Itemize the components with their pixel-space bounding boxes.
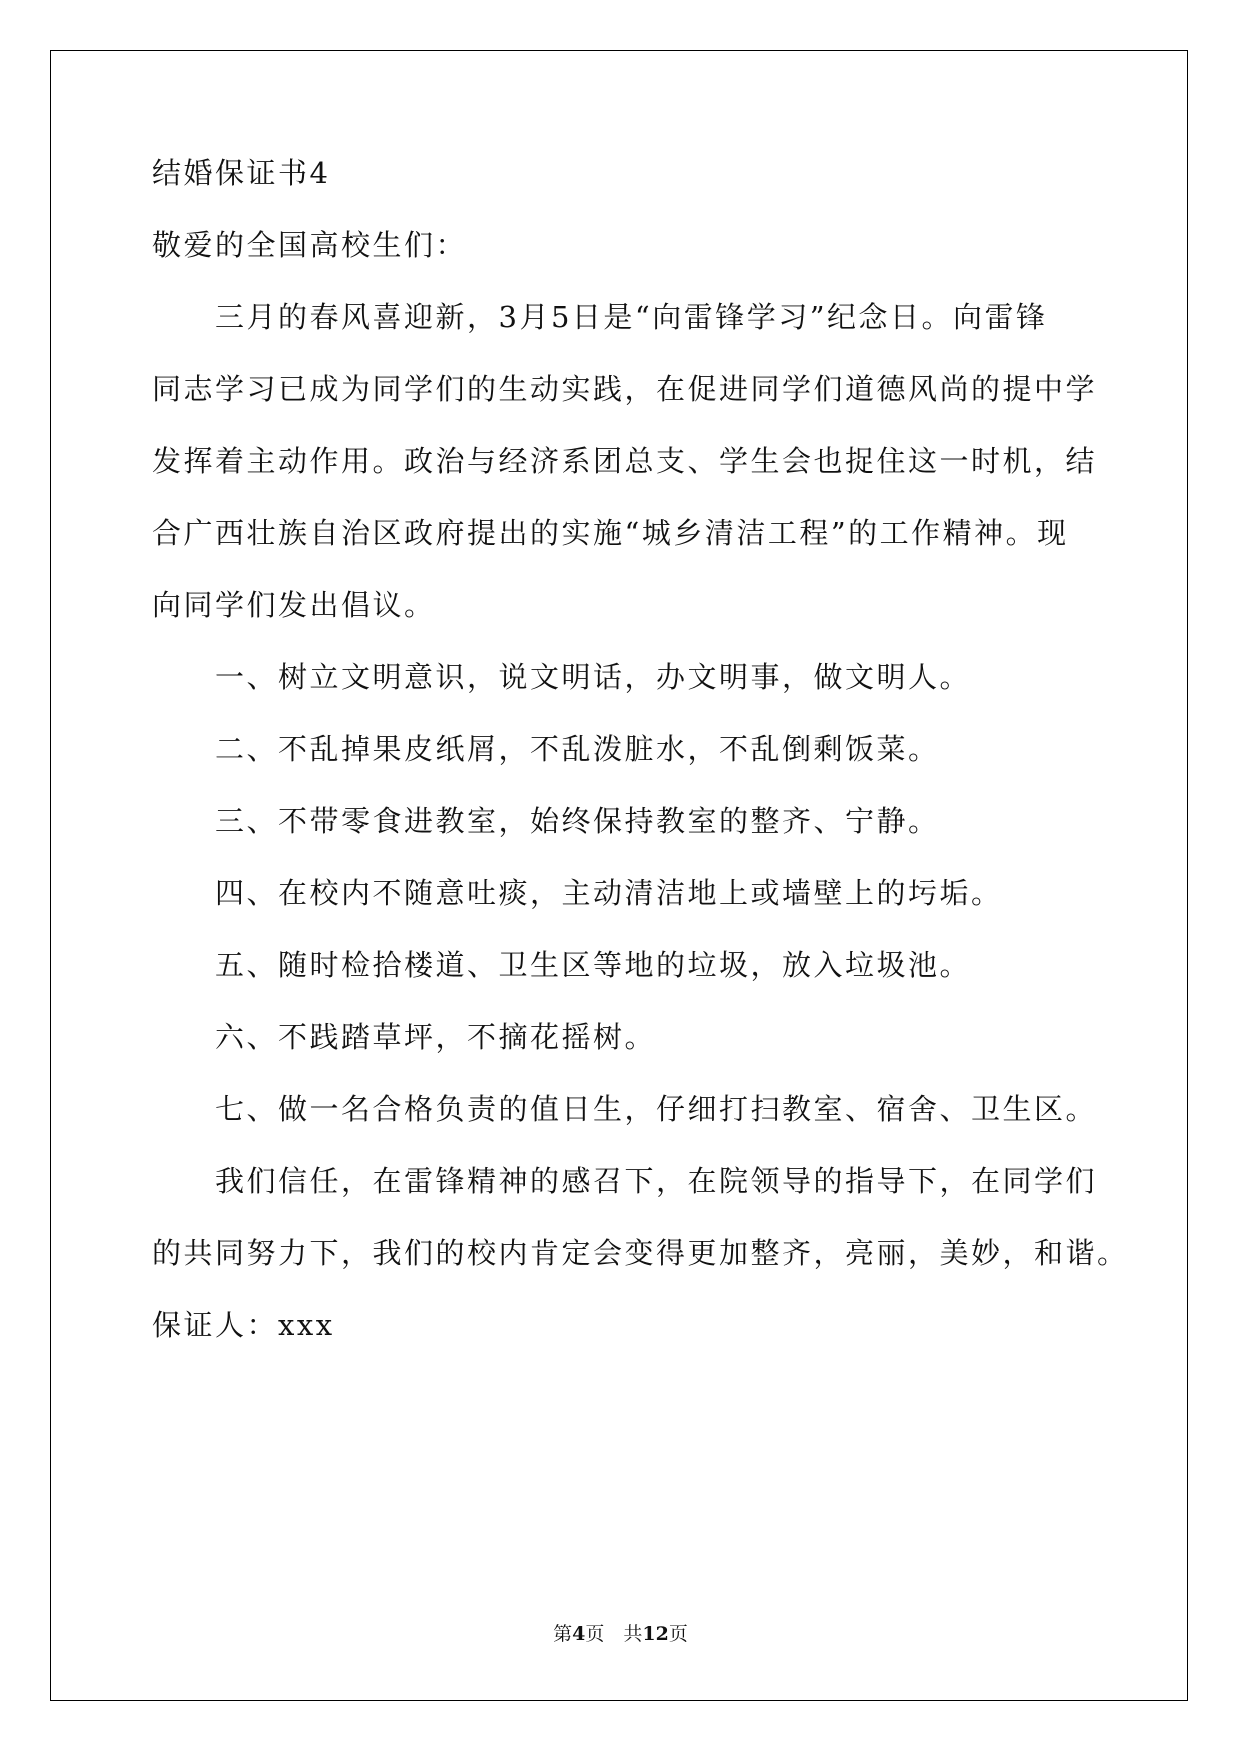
document-title: 结婚保证书4: [152, 156, 331, 190]
paragraph-line: 同志学习已成为同学们的生动实践，在促进同学们道德风尚的提中学: [152, 372, 1098, 406]
footer-suffix: 页: [668, 1623, 688, 1645]
closing-line: 的共同努力下，我们的校内肯定会变得更加整齐，亮丽，美妙，和谐。: [152, 1236, 1129, 1270]
paragraph-line: 三月的春风喜迎新，3月5日是“向雷锋学习”纪念日。向雷锋: [215, 300, 1048, 334]
list-item: 三、不带零食进教室，始终保持教室的整齐、宁静。: [215, 804, 940, 838]
list-item: 七、做一名合格负责的值日生，仔细打扫教室、宿舍、卫生区。: [215, 1092, 1098, 1126]
salutation: 敬爱的全国高校生们：: [152, 228, 468, 262]
current-page-number: 4: [572, 1623, 586, 1645]
list-item: 五、随时检拾楼道、卫生区等地的垃圾，放入垃圾池。: [215, 948, 972, 982]
paragraph-line: 向同学们发出倡议。: [152, 588, 436, 622]
list-item: 一、树立文明意识，说文明话，办文明事，做文明人。: [215, 660, 972, 694]
paragraph-line: 合广西壮族自治区政府提出的实施“城乡清洁工程”的工作精神。现: [152, 516, 1069, 550]
list-item: 二、不乱掉果皮纸屑，不乱泼脏水，不乱倒剩饭菜。: [215, 732, 940, 766]
paragraph-line: 发挥着主动作用。政治与经济系团总支、学生会也捉住这一时机，结: [152, 444, 1098, 478]
footer-middle: 页 共: [585, 1623, 643, 1645]
footer-prefix: 第: [553, 1623, 573, 1645]
total-pages-number: 12: [642, 1623, 669, 1645]
list-item: 六、不践踏草坪，不摘花摇树。: [215, 1020, 657, 1054]
signature: 保证人：xxx: [152, 1308, 335, 1342]
page-footer: [0, 1619, 1241, 1646]
closing-line: 我们信任，在雷锋精神的感召下，在院领导的指导下，在同学们: [215, 1164, 1098, 1198]
list-item: 四、在校内不随意吐痰，主动清洁地上或墙壁上的圬垢。: [215, 876, 1003, 910]
